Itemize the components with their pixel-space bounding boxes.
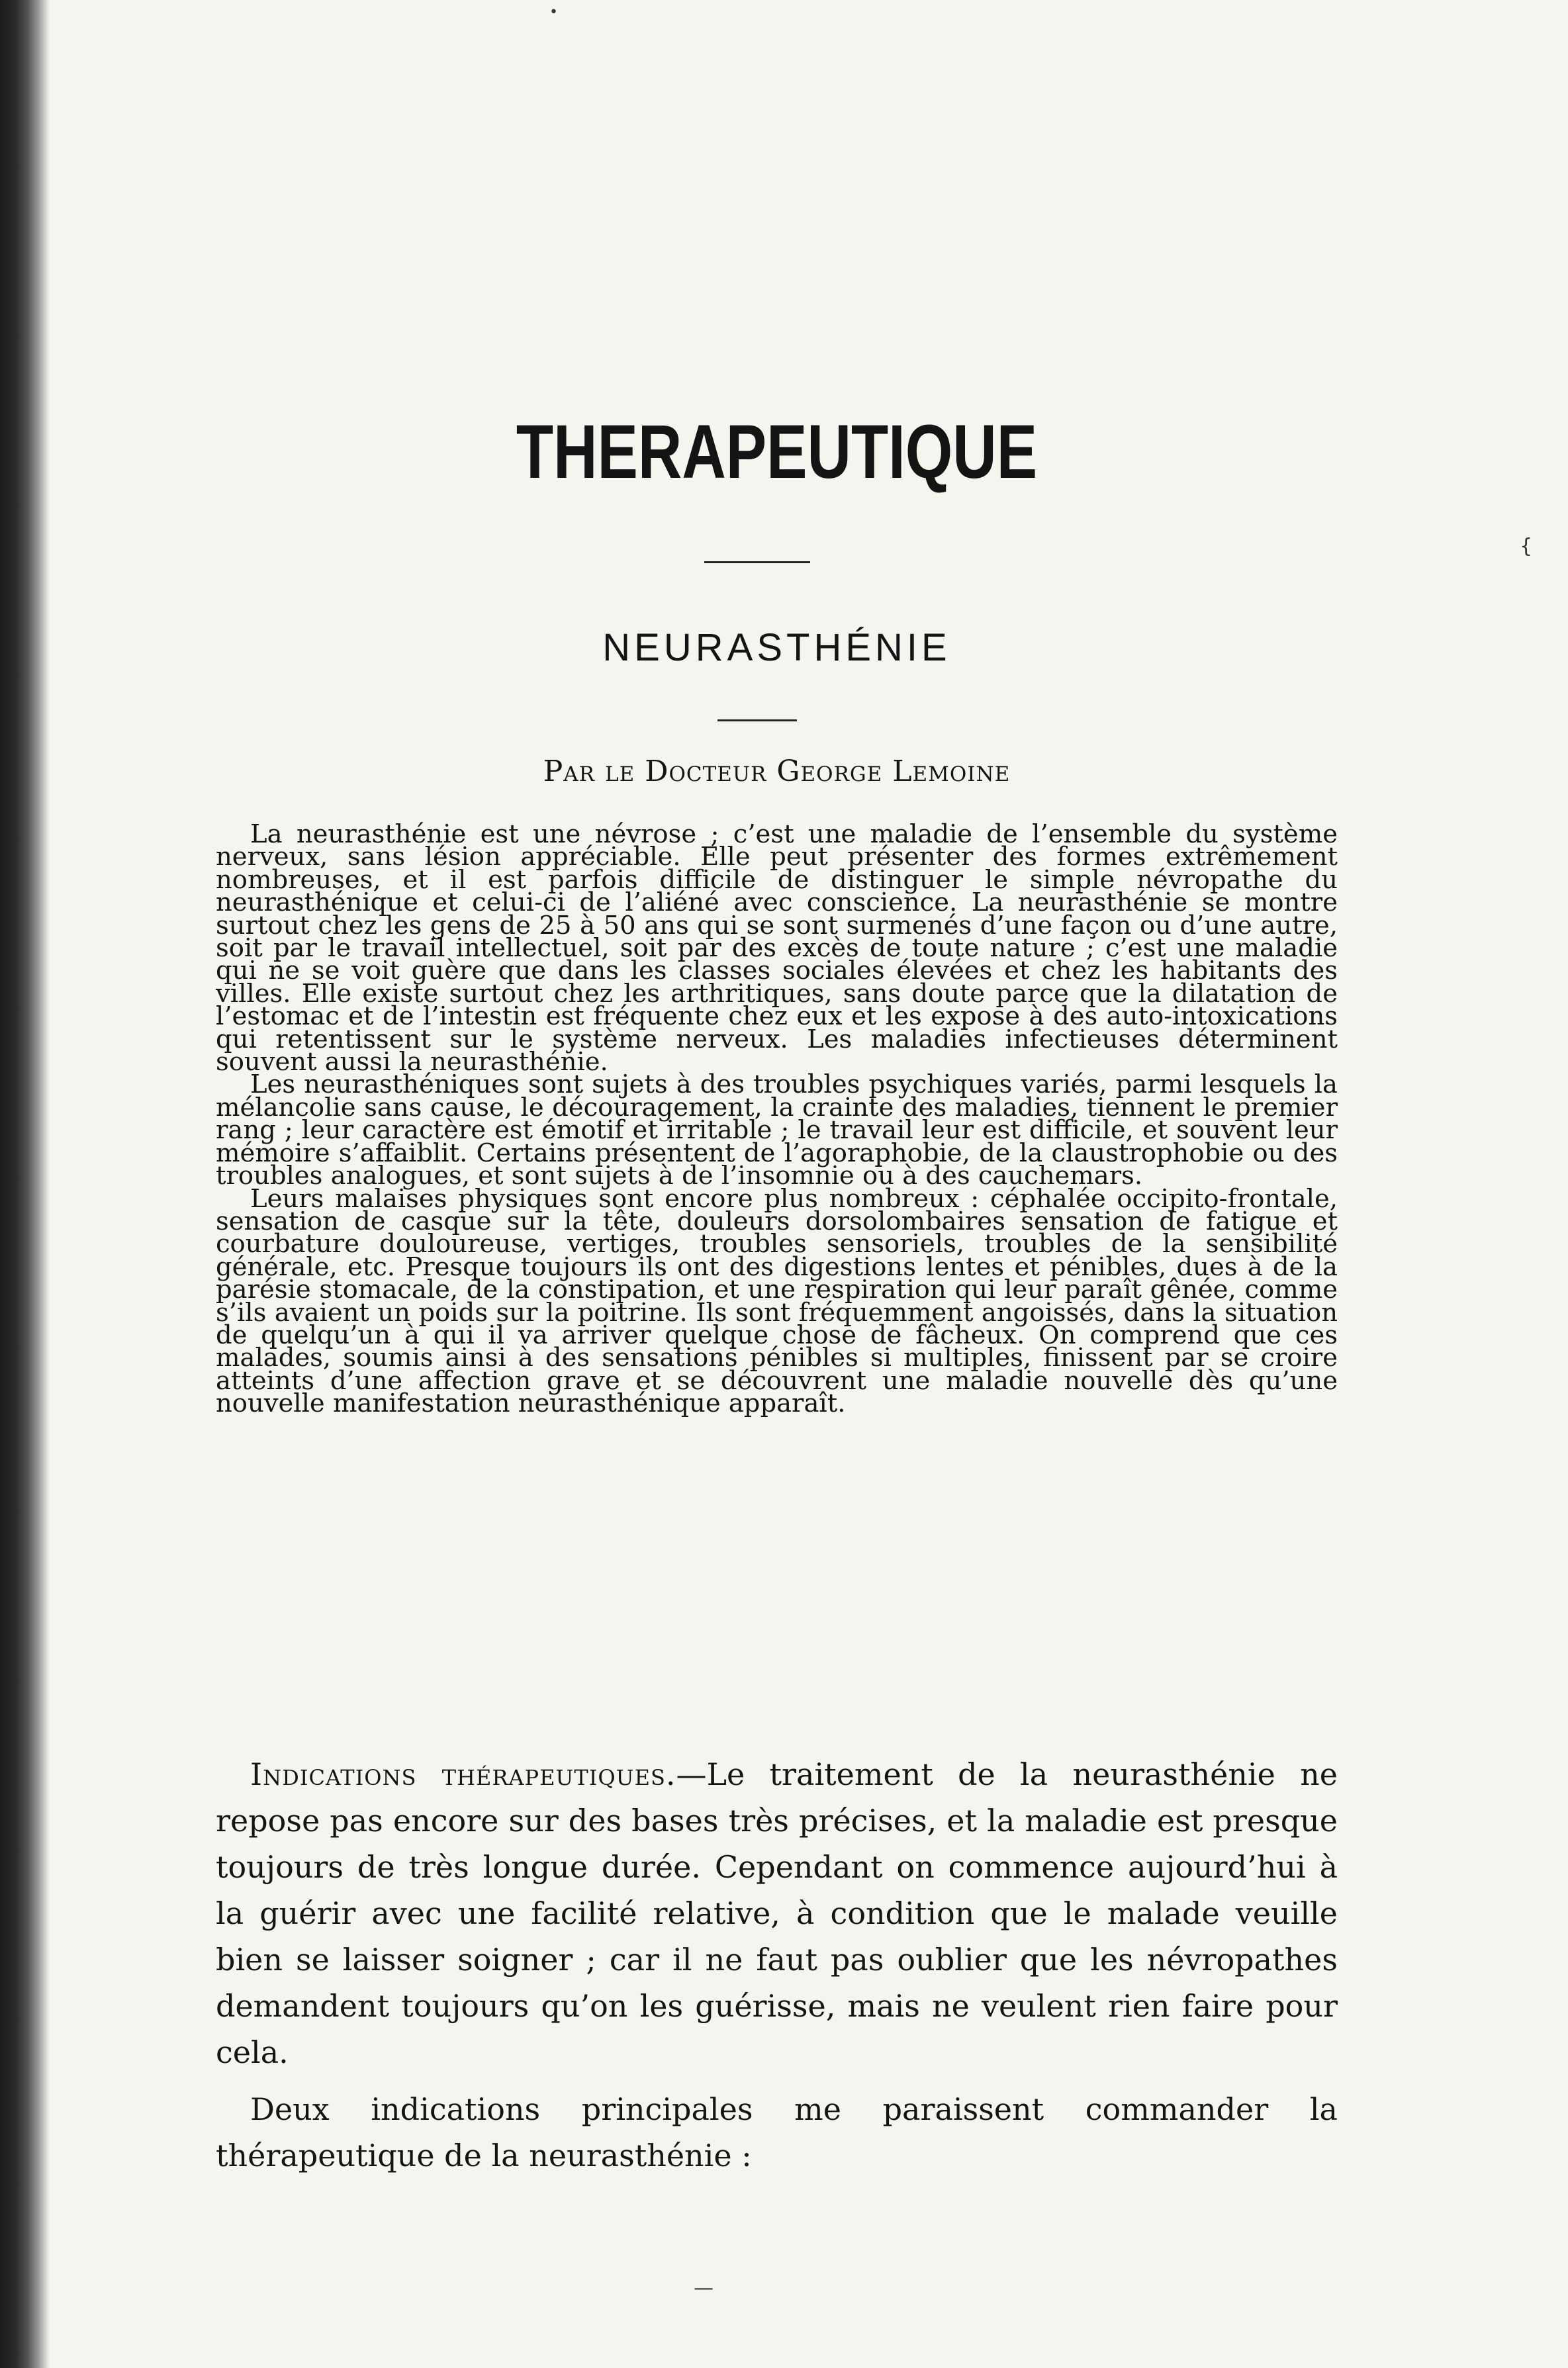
ink-speck-mark: • [549,4,558,21]
book-binding-edge [0,0,50,2368]
paragraph-psychic: Les neurasthéniques sont sujets à des troubles psychiques variés, parmi lesquels la mélancolie sans cause, le découragement, la crainte des maladies, tiennent le premier rang ; leur caractère est émotif et irritable ; le travail leur est difficile, et souvent leur mémoire s’affaiblit. Certains présentent de l’agoraphobie, de la claustrophobie ou des troubles analogues, et sont sujets à de l’insomnie ou à des cauchemars. [216,1070,1338,1191]
author-line: Par le Docteur George Lemoine [543,754,1011,788]
paragraph-indications [216,1751,1338,2075]
section-rule [717,719,797,721]
body-text-large [216,1751,1338,2179]
document-page [216,0,1338,2368]
indications-text: —Le traitement de la neurasthénie ne repose pas encore sur des bases très précises, et la maladie est presque toujours de très longue durée. Cependant on commence aujourd’hui à la guérir avec une facilité relative, à condition que le malade veuille bien se laisser soigner ; car il ne faut pas oublier que les névropathes demandent toujours qu’on les guérisse, mais ne veulent rien faire pour cela. [216,1756,1338,2070]
ink-speck-mark: { [1520,535,1533,558]
indications-heading: Indications thérapeutiques. [250,1756,676,1792]
page-title: THERAPEUTIQUE [516,410,1038,494]
paragraph-physical: Leurs malaises physiques sont encore plus nombreux : céphalée occipito-frontale, sensation de casque sur la tête, douleurs dorsolombaires sensation de fatigue et courbature douloureuse, vertiges, troubles sensoriels, troubles de la sensibilité générale, etc. Presque toujours ils ont des digestions lentes et pénibles, dues à de la parésie stomacale, de la constipation, et une respiration qui leur paraît gênée, comme s’ils avaient un poids sur la poitrine. Ils sont fréquemment angoissés, dans la situation de quelqu’un à qui il va arriver quelque chose de fâcheux. On comprend que ces malades, soumis ainsi à des sensations pénibles si multiples, finissent par se croire atteints d’une affection grave et se découvrent une maladie nouvelle dès qu’une nouvelle manifestation neurasthénique apparaît. [216,1183,1338,1419]
body-text-small [216,819,1338,1419]
paragraph-closing: Deux indications principales me paraissent commander la thérapeutique de la neurasthénie : [216,2091,1338,2173]
title-rule [704,561,810,563]
ink-speck-mark: — [694,2277,714,2300]
paragraph-intro: La neurasthénie est une névrose ; c’est une maladie de l’ensemble du système nerveux, sans lésion appréciable. Elle peut présenter des formes extrêmement nombreuses, et il est parfois difficile de distinguer le simple névropathe du neurasthénique et celui-ci de l’aliéné avec conscience. La neurasthénie se montre surtout chez les gens de 25 à 50 ans qui se sont surmenés d’une façon ou d’une autre, soit par le travail intellectuel, soit par des excès de toute nature ; c’est une maladie qui ne se voit guère que dans les classes sociales élevées et chez les habitants des villes. Elle existe surtout chez les arthritiques, sans doute parce que la dilatation de l’estomac et de l’intestin est fréquente chez eux et les expose à des auto-intoxications qui retentissent sur le système nerveux. Les maladies infectieuses déterminent souvent aussi la neurasthénie. [216,819,1338,1077]
section-title: NEURASTHÉNIE [602,626,951,669]
